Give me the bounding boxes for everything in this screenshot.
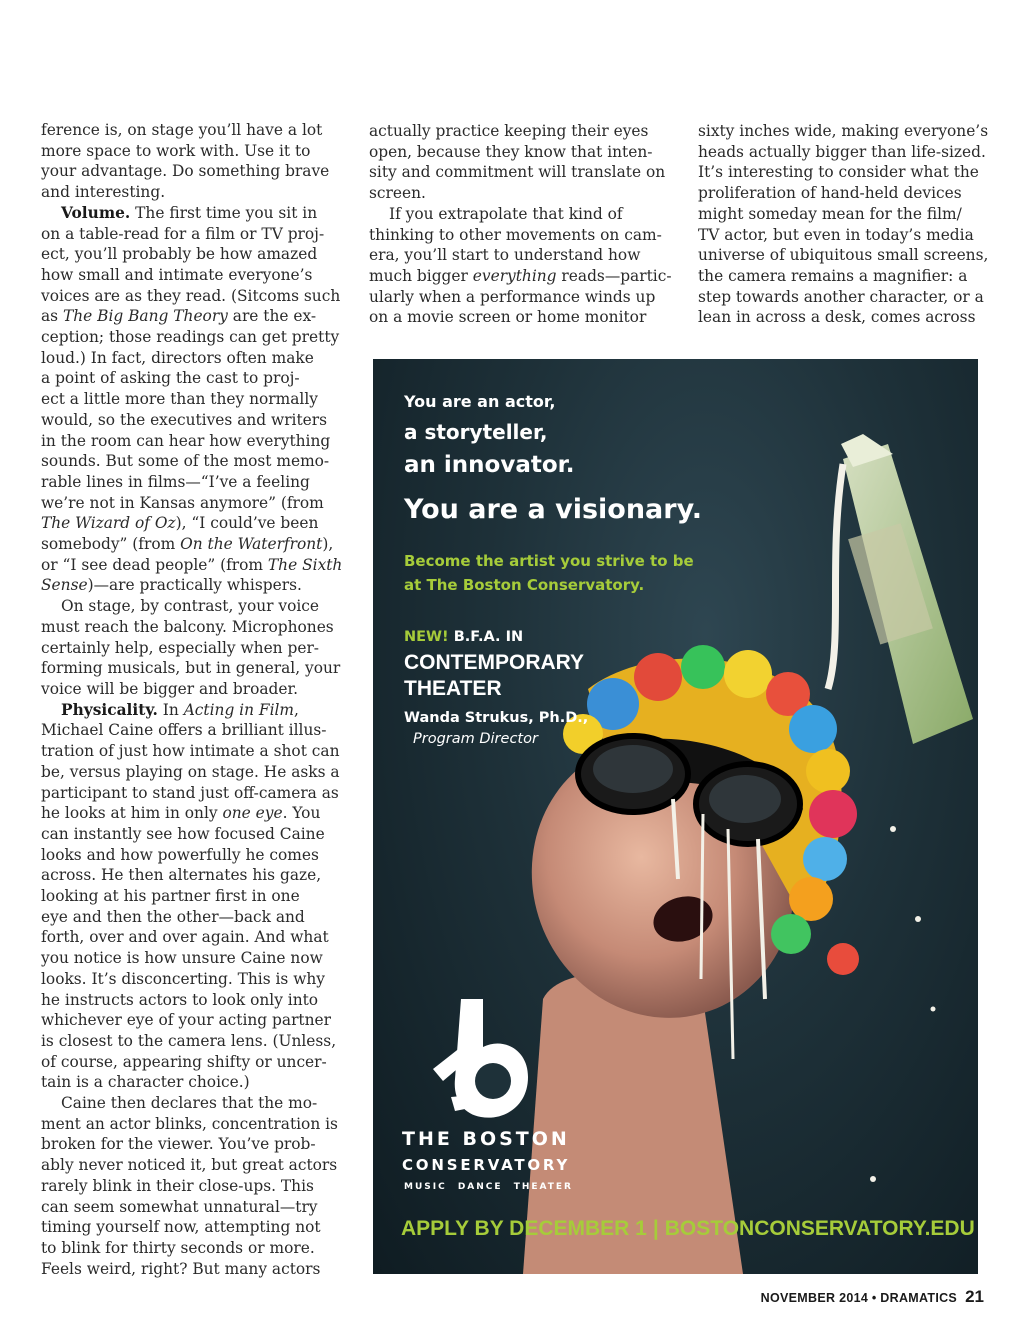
- ad-director-name: Wanda Strukus, Ph.D.,: [404, 710, 589, 726]
- text-line: [41, 120, 331, 141]
- text-run: reads—partic-: [556, 266, 672, 285]
- italic-title: one eye: [222, 804, 283, 823]
- text-run: whichever eye of your acting partner: [41, 1011, 331, 1030]
- text-run: ception; those readings can get pretty: [41, 328, 340, 347]
- text-line: [41, 1176, 331, 1197]
- text-run: looks. It’s disconcerting. This is why: [41, 969, 326, 988]
- ad-tagline-line-1: Become the artist you strive to be: [404, 552, 694, 570]
- text-run: ment an actor blinks, concentration is: [41, 1114, 338, 1133]
- text-run: as: [41, 307, 63, 326]
- text-run: ),: [322, 535, 334, 554]
- text-line: [698, 266, 988, 287]
- text-run: of course, appearing shifty or uncer-: [41, 1052, 327, 1071]
- degree-label: B.F.A. IN: [448, 629, 524, 645]
- ad-headline-line-1: You are an actor,: [404, 392, 556, 411]
- text-run: broken for the viewer. You’ve prob-: [41, 1135, 316, 1154]
- boston-conservatory-logo-icon: [433, 999, 528, 1118]
- text-run: sity and commitment will translate on: [369, 163, 666, 182]
- ad-program-line-1: CONTEMPORARY: [404, 651, 585, 674]
- text-run: forth, over and over again. And what: [41, 928, 329, 947]
- text-line: [41, 472, 331, 493]
- text-line: [41, 990, 331, 1011]
- text-line: [41, 1217, 331, 1238]
- text-line: [41, 1010, 331, 1031]
- text-line: [41, 348, 331, 369]
- text-line: [369, 307, 659, 328]
- text-line: [41, 969, 331, 990]
- text-line: [41, 762, 340, 783]
- text-line: [41, 638, 331, 659]
- article-column-3: [698, 121, 988, 328]
- text-line: [41, 1093, 331, 1114]
- text-run: we’re not in Kansas anymore” (from: [41, 493, 324, 512]
- text-run: heads actually bigger than life-sized.: [698, 142, 986, 161]
- text-line: [698, 225, 988, 246]
- text-line: [41, 679, 331, 700]
- text-run: certainly help, especially when per-: [41, 638, 320, 657]
- text-line: [41, 1259, 331, 1280]
- text-run: must reach the balcony. Microphones: [41, 617, 334, 636]
- text-run: Feels weird, right? But many actors: [41, 1259, 321, 1278]
- text-run: TV actor, but even in today’s media: [698, 225, 974, 244]
- text-run: the camera remains a magnifier: a: [698, 266, 968, 285]
- text-line: [41, 534, 334, 555]
- text-run: on a table-read for a film or TV proj-: [41, 224, 325, 243]
- text-run: your advantage. Do something brave: [41, 162, 330, 181]
- text-run: ect a little more than they normally: [41, 390, 318, 409]
- text-line: [369, 225, 662, 246]
- text-line: [41, 720, 331, 741]
- text-run: thinking to other movements on cam-: [369, 225, 662, 244]
- italic-title: Sense: [41, 576, 88, 595]
- new-badge: NEW!: [404, 629, 449, 645]
- text-run: open, because they know that inten-: [369, 142, 653, 161]
- text-line: [698, 204, 988, 225]
- text-run: rable lines in films—“I’ve a feeling: [41, 472, 310, 491]
- page-number: 21: [965, 1287, 984, 1306]
- text-line: [41, 265, 331, 286]
- text-run: forming musicals, but in general, your: [41, 659, 341, 678]
- text-run: proliferation of hand-held devices: [698, 184, 962, 203]
- text-line: [41, 1052, 331, 1073]
- text-line: [369, 266, 672, 287]
- ad-logo-text-line-3: MUSIC DANCE THEATER: [404, 1182, 573, 1192]
- text-line: [41, 389, 331, 410]
- text-line: [41, 1031, 337, 1052]
- text-line: [41, 803, 331, 824]
- text-line: [41, 224, 331, 245]
- text-line: [369, 121, 659, 142]
- text-run: and interesting.: [41, 183, 166, 202]
- ad-tagline-line-2: at The Boston Conservatory.: [404, 576, 645, 594]
- text-run: ularly when a performance winds up: [369, 287, 656, 306]
- text-line: [41, 845, 331, 866]
- text-line: [698, 121, 988, 142]
- italic-title: On the Waterfront: [180, 535, 323, 554]
- text-line: [698, 245, 988, 266]
- text-run: more space to work with. Use it to: [41, 141, 311, 160]
- text-run: how small and intimate everyone’s: [41, 265, 313, 284]
- italic-title: The Sixth: [267, 555, 343, 574]
- text-line: [41, 555, 343, 576]
- text-run: he looks at him in only: [41, 804, 223, 823]
- text-line: [41, 700, 331, 721]
- text-line: [41, 244, 331, 265]
- text-line: [41, 658, 341, 679]
- text-run: loud.) In fact, directors often make: [41, 348, 314, 367]
- text-run: actually practice keeping their eyes: [369, 122, 649, 140]
- text-line: [41, 617, 334, 638]
- apply-separator: |: [652, 1217, 659, 1240]
- text-run: to blink for thirty seconds or more.: [41, 1238, 315, 1257]
- text-run: is closest to the camera lens. (Unless,: [41, 1031, 337, 1050]
- text-run: ect, you’ll probably be how amazed: [41, 245, 318, 264]
- text-run: you notice is how unsure Caine now: [41, 949, 323, 968]
- text-line: [41, 865, 331, 886]
- text-run: universe of ubiquitous small screens,: [698, 246, 989, 265]
- text-line: [41, 493, 331, 514]
- text-line: [41, 410, 331, 431]
- text-line: [41, 927, 331, 948]
- text-line: [41, 306, 331, 327]
- text-run: looks and how powerfully he comes: [41, 845, 319, 864]
- apply-deadline: APPLY BY DECEMBER 1: [401, 1217, 647, 1240]
- boston-conservatory-advertisement[interactable]: [373, 359, 978, 1274]
- text-run: voices are as they read. (Sitcoms such: [41, 286, 341, 305]
- text-run: are the ex-: [227, 307, 317, 326]
- text-run: he instructs actors to look only into: [41, 990, 319, 1009]
- text-run: somebody” (from: [41, 535, 181, 554]
- ad-headline-line-4: You are a visionary.: [404, 494, 702, 525]
- ad-logo-text-line-1: THE BOSTON: [402, 1128, 570, 1150]
- footer-issue-label: NOVEMBER 2014 • DRAMATICS: [760, 1291, 958, 1305]
- text-run: might someday mean for the film/: [698, 204, 962, 223]
- text-run: The first time you sit in: [130, 203, 318, 222]
- ad-apply-bar: [401, 1217, 975, 1241]
- text-run: . You: [282, 804, 321, 823]
- text-run: On stage, by contrast, your voice: [61, 597, 319, 616]
- text-line: [41, 327, 340, 348]
- text-run: would, so the executives and writers: [41, 410, 328, 429]
- text-run: )—are practically whispers.: [87, 576, 302, 595]
- text-line: [41, 1072, 331, 1093]
- text-line: [41, 824, 331, 845]
- text-line: [698, 183, 988, 204]
- text-line: [41, 161, 331, 182]
- text-line: [41, 203, 331, 224]
- text-line: [369, 287, 659, 308]
- italic-title: everything: [472, 266, 557, 285]
- run-in-heading: Volume.: [61, 203, 131, 222]
- text-run: or “I see dead people” (from: [41, 555, 268, 574]
- text-run: ably never noticed it, but great actors: [41, 1156, 338, 1175]
- text-line: [41, 182, 331, 203]
- italic-title: The Wizard of Oz: [41, 514, 176, 533]
- text-run: tain is a character choice.): [41, 1073, 250, 1092]
- text-line: [41, 907, 331, 928]
- page-footer: [761, 1287, 984, 1307]
- text-run: much bigger: [369, 266, 473, 285]
- text-run: ,: [294, 700, 299, 719]
- text-run: sounds. But some of the most memo-: [41, 452, 330, 471]
- text-line: [41, 431, 331, 452]
- text-run: rarely blink in their close-ups. This: [41, 1176, 314, 1195]
- text-line: [41, 575, 331, 596]
- text-run: lean in across a desk, comes across: [698, 308, 976, 327]
- text-run: on a movie screen or home monitor: [369, 308, 647, 327]
- italic-title: The Big Bang Theory: [62, 307, 228, 326]
- text-line: [698, 162, 988, 183]
- run-in-heading: Physicality.: [61, 700, 158, 719]
- text-run: If you extrapolate that kind of: [389, 204, 623, 223]
- ad-logo-text-line-2: CONSERVATORY: [402, 1156, 571, 1174]
- text-line: [41, 948, 331, 969]
- text-run: Michael Caine offers a brilliant illus-: [41, 721, 327, 740]
- text-line: [41, 1155, 338, 1176]
- text-run: screen.: [369, 184, 426, 203]
- text-line: [41, 1238, 331, 1259]
- text-run: be, versus playing on stage. He asks a: [41, 762, 340, 781]
- text-line: [41, 451, 331, 472]
- text-run: sixty inches wide, making everyone’s: [698, 122, 989, 140]
- article-column-1: [41, 120, 343, 1279]
- text-line: [41, 286, 341, 307]
- text-run: timing yourself now, attempting not: [41, 1218, 321, 1237]
- text-line: [41, 368, 331, 389]
- ad-program-line-2: THEATER: [404, 677, 502, 700]
- text-line: [41, 1114, 338, 1135]
- text-line: [369, 183, 659, 204]
- ad-headline-line-3: an innovator.: [404, 452, 575, 478]
- text-line: [698, 287, 988, 308]
- bottle-graphic: [841, 434, 973, 744]
- text-run: era, you’ll start to understand how: [369, 246, 641, 265]
- text-run: looking at his partner first in one: [41, 887, 300, 906]
- text-line: [698, 307, 988, 328]
- text-run: step towards another character, or a: [698, 287, 984, 306]
- text-line: [369, 204, 659, 225]
- text-run: ference is, on stage you’ll have a lot: [41, 121, 323, 139]
- text-line: [41, 596, 331, 617]
- text-line: [41, 783, 339, 804]
- text-line: [41, 741, 340, 762]
- text-run: voice will be bigger and broader.: [41, 679, 299, 698]
- ad-director-title: Program Director: [413, 731, 538, 747]
- text-run: Caine then declares that the mo-: [61, 1094, 318, 1113]
- text-run: in the room can hear how everything: [41, 431, 331, 450]
- text-line: [369, 142, 659, 163]
- text-run: ), “I could’ve been: [175, 514, 319, 533]
- text-run: eye and then the other—back and: [41, 907, 305, 926]
- text-line: [698, 142, 988, 163]
- text-run: In: [157, 700, 184, 719]
- text-line: [369, 245, 659, 266]
- text-line: [41, 1134, 331, 1155]
- italic-title: Acting in Film: [183, 700, 295, 719]
- text-run: tration of just how intimate a shot can: [41, 742, 340, 761]
- ad-new-program-label: [404, 629, 523, 645]
- text-run: can seem somewhat unnatural—try: [41, 1197, 318, 1216]
- text-run: across. He then alternates his gaze,: [41, 866, 322, 885]
- ad-headline-line-2: a storyteller,: [404, 420, 548, 444]
- text-run: can instantly see how focused Caine: [41, 824, 325, 843]
- text-line: [41, 141, 331, 162]
- text-line: [41, 513, 331, 534]
- text-run: a point of asking the cast to proj-: [41, 369, 300, 388]
- text-run: participant to stand just off-camera as: [41, 783, 339, 802]
- text-line: [41, 886, 331, 907]
- text-run: It’s interesting to consider what the: [698, 163, 979, 182]
- website-link[interactable]: BOSTONCONSERVATORY.EDU: [664, 1217, 975, 1240]
- text-line: [369, 162, 666, 183]
- article-column-2: [369, 121, 672, 328]
- text-line: [41, 1197, 331, 1218]
